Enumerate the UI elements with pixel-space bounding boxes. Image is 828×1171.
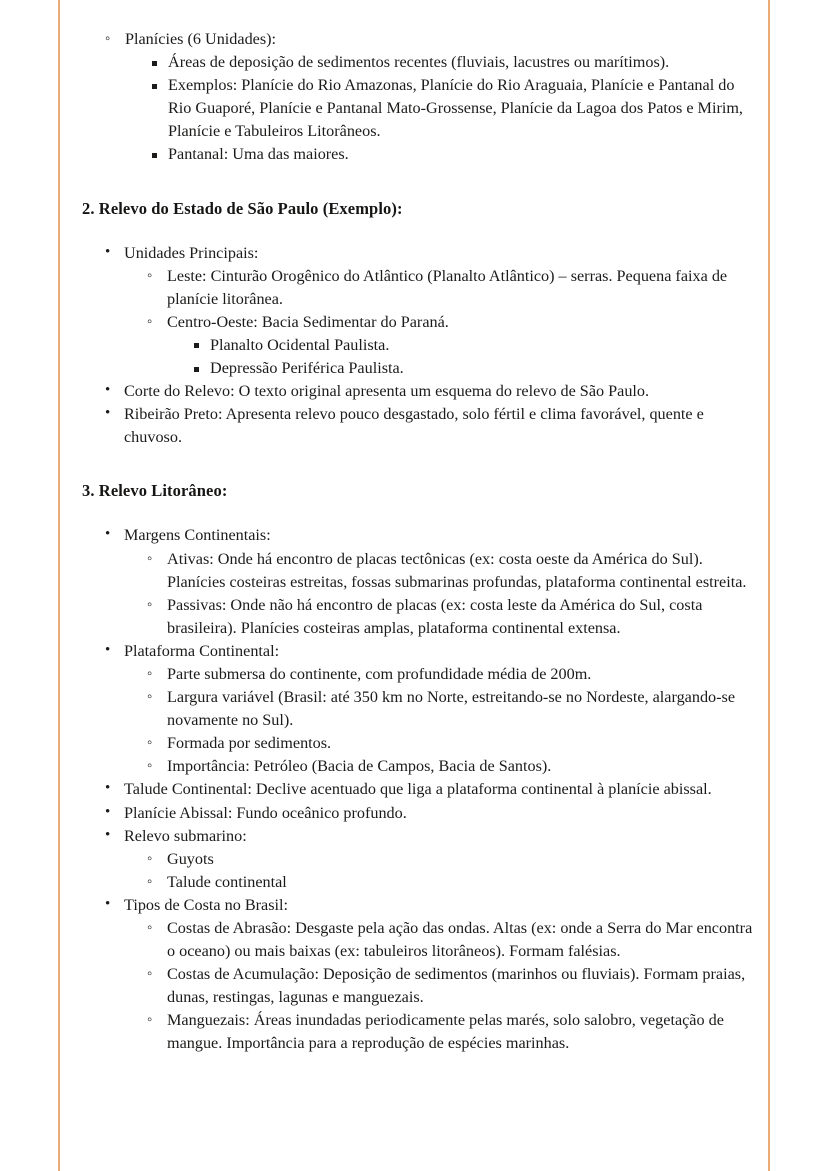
tipos-de-costa-label: Tipos de Costa no Brasil: [124,895,288,914]
list-item [138,755,754,778]
list-item [138,265,754,311]
margens-passivas: Passivas: Onde não há encontro de placas (ex: costa leste da América do Sul, costa brasileira). Planícies costeiras amplas, plataforma continental extensa. [167,595,703,637]
list-item [140,74,754,143]
list-item [138,848,754,871]
submarino-item-0: Guyots [167,849,214,868]
planicies-list [82,28,754,167]
list-item [138,594,754,640]
list-item [182,334,754,357]
page-right-margin-rule [768,0,770,1171]
list-item-relevo-submarino [96,825,754,894]
planicies-sublist [125,51,754,166]
costa-item-2: Manguezais: Áreas inundadas periodicamente pelas marés, solo salobro, vegetação de mangue. Importância para a reprodução de espécies marinhas. [167,1011,724,1053]
list-item-corte-do-relevo [96,380,754,403]
sp-corte: Corte do Relevo: O texto original apresenta um esquema do relevo de São Paulo. [124,382,650,401]
relevo-submarino-sublist [124,848,754,894]
relevo-litoraneo-list [82,524,754,1055]
list-item [140,143,754,166]
list-item-margens-continentais [96,524,754,639]
list-item [138,732,754,755]
page-trailing-whitespace [82,1056,754,1146]
list-item [140,51,754,74]
list-item-planicie-abissal [96,802,754,825]
section-heading-3: 3. Relevo Litorâneo: [82,481,228,501]
planicies-item-1: Exemplos: Planície do Rio Amazonas, Planície do Rio Araguaia, Planície e Pantanal do Rio Guaporé, Planície e Pantanal Mato-Grossense, Planície da Lagoa dos Patos e Mirim, Planície e Tabuleiros Litorâneos. [168,76,743,141]
unidades-principais-sublist [124,265,754,380]
sao-paulo-list [82,242,754,450]
plataforma-continental-label: Plataforma Continental: [124,641,280,660]
centro-oeste-sub-1: Depressão Periférica Paulista. [210,359,404,378]
list-item [138,917,754,963]
page-left-margin-rule [58,0,60,1171]
list-item [138,871,754,894]
list-item-plataforma-continental [96,640,754,779]
plataforma-item-0: Parte submersa do continente, com profundidade média de 200m. [167,664,592,683]
centro-oeste-sublist [167,334,754,380]
margens-ativas: Ativas: Onde há encontro de placas tectônicas (ex: costa oeste da América do Sul). Planícies costeiras estreitas, fossas submarinas profundas, plataforma continental estreita. [167,549,747,591]
list-item-planicies [96,28,754,167]
costa-item-0: Costas de Abrasão: Desgaste pela ação das ondas. Altas (ex: onde a Serra do Mar encontra o oceano) ou mais baixas (ex: tabuleiros litorâneos). Formam falésias. [167,919,753,961]
list-item [138,963,754,1009]
list-item [138,663,754,686]
section-heading-2: 2. Relevo do Estado de São Paulo (Exemplo): [82,198,403,218]
list-item-unidades-principais [96,242,754,381]
list-item-ribeirao-preto [96,403,754,449]
tipos-de-costa-sublist [124,917,754,1056]
list-item [138,548,754,594]
plataforma-continental-sublist [124,663,754,778]
list-item [182,357,754,380]
margens-continentais-label: Margens Continentais: [124,526,271,545]
submarino-item-1: Talude continental [167,872,287,891]
list-item [138,311,754,380]
planicies-item-0: Áreas de deposição de sedimentos recentes (fluviais, lacustres ou marítimos). [168,53,670,72]
plataforma-item-1: Largura variável (Brasil: até 350 km no Norte, estreitando-se no Nordeste, alargando-se novamente no Sul). [167,688,736,730]
plataforma-item-2: Formada por sedimentos. [167,734,332,753]
talude-continental: Talude Continental: Declive acentuado que liga a plataforma continental à planície abissal. [124,780,712,799]
costa-item-1: Costas de Acumulação: Deposição de sedimentos (marinhos ou fluviais). Formam praias, dunas, restingas, lagunas e manguezais. [167,965,746,1007]
list-item [138,686,754,732]
document-content [82,28,754,1146]
margens-continentais-sublist [124,548,754,640]
plataforma-item-3: Importância: Petróleo (Bacia de Campos, Bacia de Santos). [167,757,552,776]
centro-oeste-sub-0: Planalto Ocidental Paulista. [210,335,390,354]
list-item-talude-continental [96,778,754,801]
planicie-abissal: Planície Abissal: Fundo oceânico profundo. [124,803,407,822]
page-edge-shadow [774,0,777,1171]
planicies-label: Planícies (6 Unidades): [125,30,277,48]
sp-centro-oeste: Centro-Oeste: Bacia Sedimentar do Paraná. [167,312,449,331]
relevo-submarino-label: Relevo submarino: [124,826,247,845]
unidades-principais-label: Unidades Principais: [124,243,259,262]
list-item [138,1009,754,1055]
sp-ribeirao: Ribeirão Preto: Apresenta relevo pouco desgastado, solo fértil e clima favorável, quente e chuvoso. [124,405,704,447]
list-item-tipos-de-costa [96,894,754,1056]
sp-leste: Leste: Cinturão Orogênico do Atlântico (Planalto Atlântico) – serras. Pequena faixa de planície litorânea. [167,266,728,308]
planicies-item-2: Pantanal: Uma das maiores. [168,145,349,164]
